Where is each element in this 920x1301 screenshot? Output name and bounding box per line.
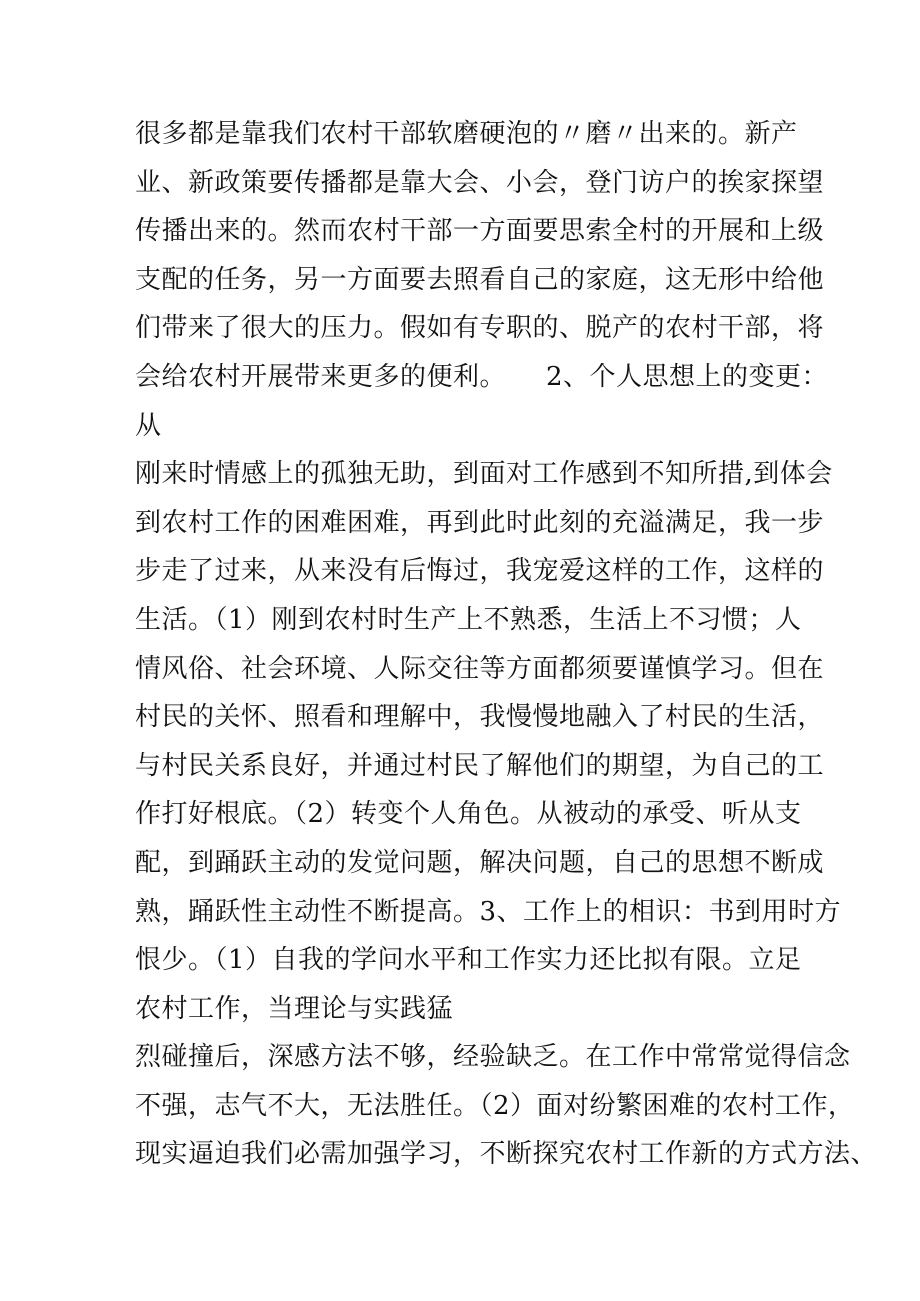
text-line: 恨少。（1）自我的学问水平和工作实力还比拟有限。立足 bbox=[135, 945, 802, 976]
text-line: 会给农村开展带来更多的便利。 2、个人思想上的变更： bbox=[135, 361, 829, 392]
text-line: 情风俗、社会环境、人际交往等方面都须要谨慎学习。但在 bbox=[135, 653, 825, 684]
text-line: 步走了过来，从来没有后悔过，我宠爱这样的工作，这样的 bbox=[135, 556, 825, 587]
text-line: 传播出来的。然而农村干部一方面要思索全村的开展和上级 bbox=[135, 216, 825, 247]
text-line: 现实逼迫我们必需加强学习，不断探究农村工作新的方式方法、 bbox=[135, 1139, 878, 1170]
text-line: 作打好根底。（2）转变个人角色。从被动的承受、听从支 bbox=[135, 799, 802, 830]
text-line: 生活。（1）刚到农村时生产上不熟悉，生活上不习惯；人 bbox=[135, 604, 802, 635]
text-line: 村民的关怀、照看和理解中，我慢慢地融入了村民的生活， bbox=[135, 702, 825, 733]
text-line: 熟，踊跃性主动性不断提高。3、工作上的相识：书到用时方 bbox=[135, 896, 842, 927]
text-line: 从 bbox=[135, 410, 162, 441]
text-line: 刚来时情感上的孤独无助，到面对工作感到不知所措,到体会 bbox=[135, 459, 833, 490]
text-line: 业、新政策要传播都是靠大会、小会，登门访户的挨家探望 bbox=[135, 167, 825, 198]
text-line: 们带来了很大的压力。假如有专职的、脱产的农村干部，将 bbox=[135, 313, 825, 344]
text-line: 很多都是靠我们农村干部软磨硬泡的〃磨〃出来的。新产 bbox=[135, 119, 798, 149]
text-line: 与村民关系良好，并通过村民了解他们的期望，为自己的工 bbox=[135, 750, 825, 781]
text-line: 配，到踊跃主动的发觉问题，解决问题，自己的思想不断成 bbox=[135, 847, 825, 878]
text-line: 农村工作，当理论与实践猛 bbox=[135, 993, 454, 1024]
text-line: 烈碰撞后，深感方法不够，经验缺乏。在工作中常常觉得信念 bbox=[135, 1042, 851, 1073]
text-line: 到农村工作的困难困难，再到此时此刻的充溢满足，我一步 bbox=[135, 507, 825, 538]
text-line: 不强，志气不大，无法胜任。（2）面对纷繁困难的农村工作， bbox=[135, 1090, 855, 1121]
body-text bbox=[135, 110, 878, 1179]
text-line: 支配的任务，另一方面要去照看自己的家庭，这无形中给他 bbox=[135, 264, 825, 295]
